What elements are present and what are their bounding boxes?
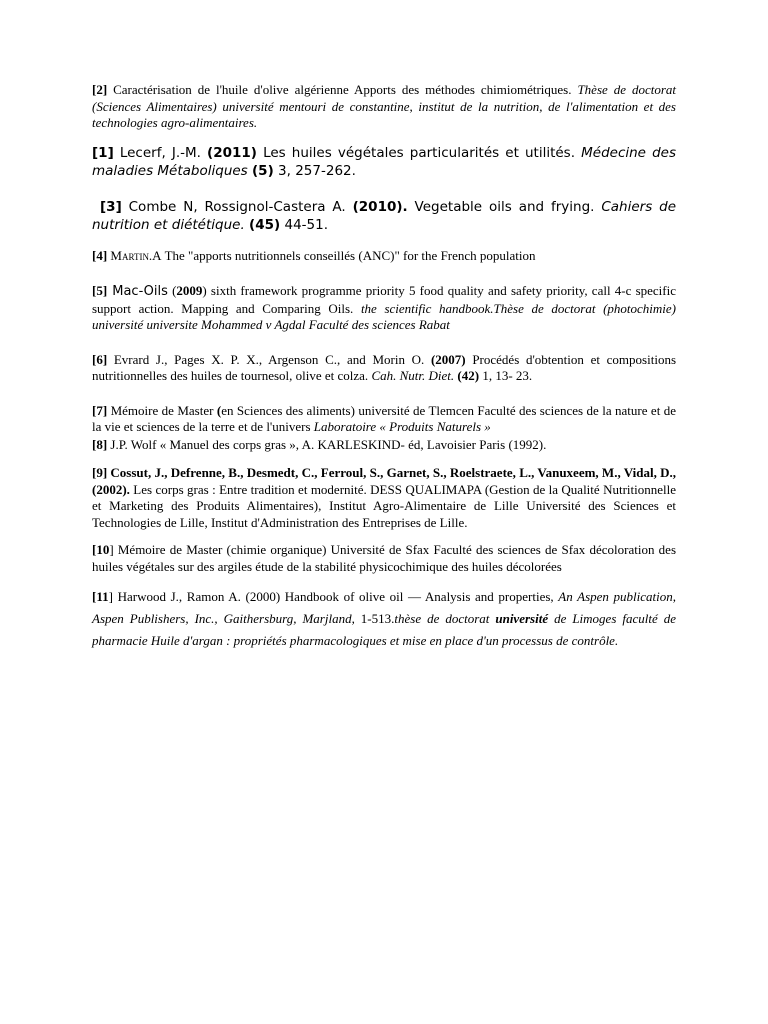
reference-3 [92,198,676,234]
reference-text-run: [11 [92,589,109,604]
reference-text-run: Thèse de doctorat (Sciences Alimentaires) université mentouri de constantine, institut de la nutrition, de l'alimentation et des technologies agro-alimentaires. [92,82,676,130]
reference-text-run: Laboratoire « Produits Naturels » [313,419,491,434]
reference-text-run: ] Harwood J., Ramon A. (2000) Handbook of olive oil — Analysis and properties, [108,589,559,604]
reference-text-run: [5] [92,283,108,298]
reference-text-run: the scientific handbook.Thèse de doctorat (photochimie) université universite Mohammed v Agdal Faculté des sciences Rabat [92,300,677,332]
reference-11 [92,586,676,652]
reference-4 [92,248,676,265]
reference-text-run: 3, 257-262. [273,162,356,179]
reference-text-run: [4] [92,247,108,263]
reference-text-run: [2] [92,82,108,97]
reference-text-run: [3] [100,198,122,215]
reference-text-run: [9] Cossut, J., Defrenne, B., Desmedt, C., Ferroul, S., Garnet, S., Roelstraete, L., Vanuxeem, M., Vidal, D., (2002). [92,465,676,497]
reference-text-run: ) sixth framework programme priority 5 food quality and safety priority, call 4-c specific support action. Mapping and Comparing Oils. [92,283,676,316]
reference-text-run: Mac-Oils [107,284,168,299]
reference-text-run: The "apports nutritionnels conseillés (ANC)" for the French population [161,247,536,263]
reference-text-run: [7] [92,402,108,418]
reference-text-run: An Aspen publication, Aspen Publishers, Inc., Gaithersburg, Marjland, [92,589,676,626]
reference-text-run: [1] [92,144,114,161]
reference-text-run: ] Mémoire de Master (chimie organique) Université de Sfax Faculté des sciences de Sfax décoloration des huiles végétales sur des argiles étude de la stabilité physicochimique des huiles décolorées [92,542,676,574]
reference-text-run: (45) [249,216,281,233]
reference-text-run: (42) [457,368,480,383]
reference-list [92,82,676,652]
reference-8 [92,437,676,454]
reference-text-run: Cahiers de nutrition et diététique. [92,198,677,233]
reference-text-run: Caractérisation de l'huile d'olive algérienne Apports des méthodes chimiométriques. [107,82,578,97]
reference-5 [92,283,676,334]
reference-text-run: en Sciences des aliments) université de Tlemcen Faculté des sciences de la nature et de la vie et sciences de la terre et de l'univers [92,402,676,434]
reference-text-run: [10 [92,542,110,557]
reference-text-run: J.P. Wolf « Manuel des corps gras », A. KARLESKIND- éd, Lavoisier Paris (1992). [107,436,547,452]
reference-text-run: thèse de doctorat [394,611,496,626]
reference-text-run: Cah. Nutr. Diet. [371,368,455,383]
reference-9 [92,465,676,531]
reference-10 [92,542,676,575]
reference-text-run: Evrard J., Pages X. P. X., Argenson C., and Morin O. [107,351,431,367]
reference-text-run: (5) [252,162,274,179]
reference-text-run: ( [167,283,177,298]
reference-6 [92,352,676,385]
reference-text-run: ( [216,402,222,418]
reference-text-run: de Limoges faculté de pharmacie Huile d'argan : propriétés pharmacologiques et mise en place d'un processus de contrôle. [92,611,676,648]
reference-text-run: Médecine des maladies Métaboliques [92,144,676,179]
reference-text-run: Vegetable oils and frying. [407,198,602,215]
reference-text-run: (2007) [430,351,466,367]
reference-7 [92,403,676,436]
reference-text-run: (2010). [352,198,408,215]
reference-text-run: (2011) [207,144,257,161]
reference-text-run: [8] [92,436,108,452]
reference-text-run: Combe N, Rossignol-Castera A. [121,198,353,215]
reference-text-run: 1-513. [354,611,395,626]
reference-2 [92,82,676,132]
reference-1 [92,144,676,180]
reference-text-run: Les corps gras : Entre tradition et modernité. DESS QUALIMAPA (Gestion de la Qualité Nutritionnelle et Marketing des Produits Alimentaires), Institut Agro-Alimentaire de Lille Université des Sciences et Technologies de Lille, Institut d'Administration des Entreprises de Lille. [92,481,676,530]
reference-text-run: Martin.A [110,247,162,263]
reference-text-run: Procédés d'obtention et compositions nutritionnelles des huiles de tournesol, olive et colza. [92,351,676,383]
reference-text-run: 44-51. [280,216,328,233]
reference-text-run: 1, 13- 23. [479,368,533,383]
reference-text-run: Les huiles végétales particularités et utilités. [256,144,582,161]
reference-text-run: Mémoire de Master [107,402,217,418]
reference-text-run: 2009 [176,283,203,298]
reference-text-run: [6] [92,351,108,367]
reference-text-run: université [495,611,549,626]
reference-text-run: Lecerf, J.-M. [113,144,208,161]
